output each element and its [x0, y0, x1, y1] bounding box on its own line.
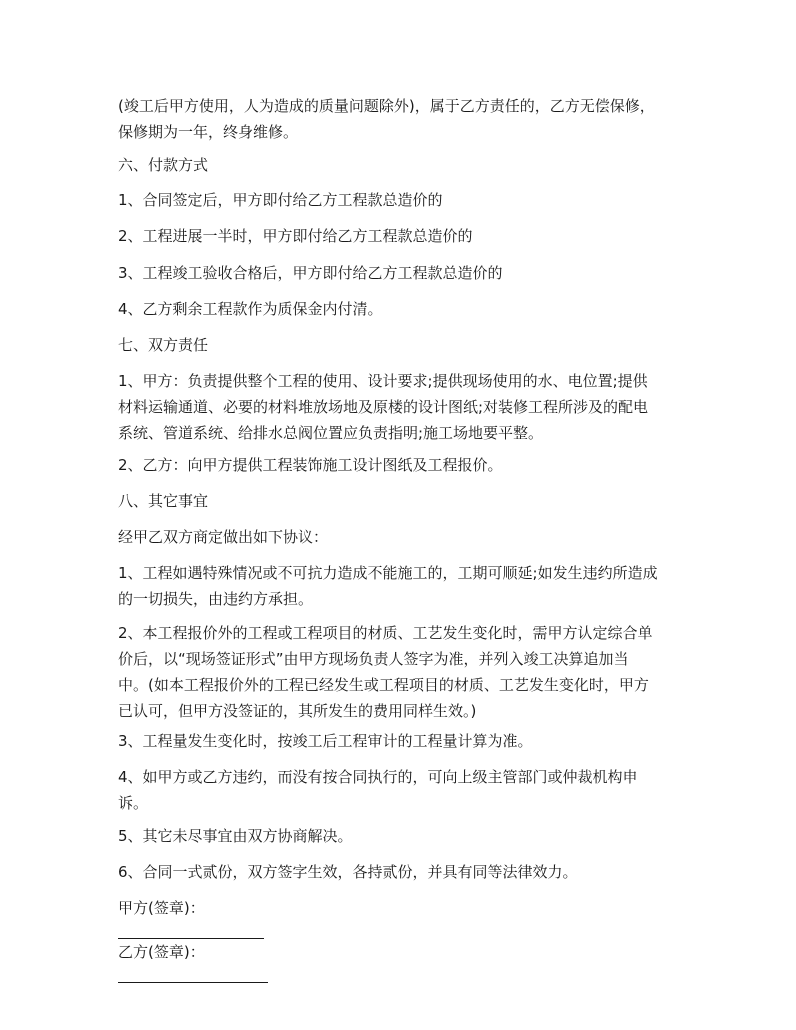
- party-b-signature-field[interactable]: [118, 965, 268, 983]
- paragraph-copies: 6、合同一式贰份，双方签字生效，各持贰份，并具有同等法律效力。: [118, 863, 578, 881]
- paragraph-party-a-duties: 1、甲方：负责提供整个工程的使用、设计要求;提供现场使用的水、电位置;提供 材料运输通道、必要的材料堆放场地及原楼的设计图纸;对装修工程所涉及的配电 系统、管道系统、给排水总阀位置应负责指明;施工场地要平整。: [118, 372, 649, 442]
- heading-other-matters: 八、其它事宜: [118, 492, 209, 510]
- heading-responsibilities: 七、双方责任: [118, 336, 209, 354]
- signature-line: [118, 895, 683, 983]
- paragraph-change-orders: 2、本工程报价外的工程或工程项目的材质、工艺发生变化时，需甲方认定综合单 价后，以“现场签证形式”由甲方现场负责人签字为准，并列入竣工决算追加当 中。(如本工程报价外的工程已经发生或工程项目的材质、工艺发生变化时，甲方 已认可，但甲方没签证的，其所发生的费用同样生效。): [118, 624, 653, 720]
- paragraph-payment-2: 2、工程进展一半时，甲方即付给乙方工程款总造价的: [118, 227, 473, 245]
- paragraph-party-b-duties: 2、乙方：向甲方提供工程装饰施工设计图纸及工程报价。: [118, 456, 503, 474]
- paragraph-warranty: (竣工后甲方使用，人为造成的质量问题除外)，属于乙方责任的，乙方无偿保修， 保修期为一年，终身维修。: [118, 97, 655, 141]
- paragraph-payment-3: 3、工程竣工验收合格后，甲方即付给乙方工程款总造价的: [118, 264, 503, 282]
- paragraph-agreement-intro: 经甲乙双方商定做出如下协议：: [118, 528, 329, 546]
- paragraph-quantity-change: 3、工程量发生变化时，按竣工后工程审计的工程量计算为准。: [118, 732, 533, 750]
- heading-payment-method: 六、付款方式: [118, 156, 209, 174]
- paragraph-other-issues: 5、其它未尽事宜由双方协商解决。: [118, 827, 353, 845]
- paragraph-payment-1: 1、合同签定后，甲方即付给乙方工程款总造价的: [118, 191, 443, 209]
- party-b-signature-label: 乙方(签章)：: [118, 943, 205, 961]
- party-a-signature-field[interactable]: [118, 921, 264, 939]
- party-a-signature-label: 甲方(签章)：: [118, 899, 205, 917]
- paragraph-force-majeure: 1、工程如遇特殊情况或不可抗力造成不能施工的，工期可顺延;如发生违约所造成 的一切损失，由违约方承担。: [118, 564, 658, 608]
- paragraph-breach: 4、如甲方或乙方违约，而没有按合同执行的，可向上级主管部门或仲裁机构申 诉。: [118, 768, 638, 812]
- paragraph-payment-4: 4、乙方剩余工程款作为质保金内付清。: [118, 300, 383, 318]
